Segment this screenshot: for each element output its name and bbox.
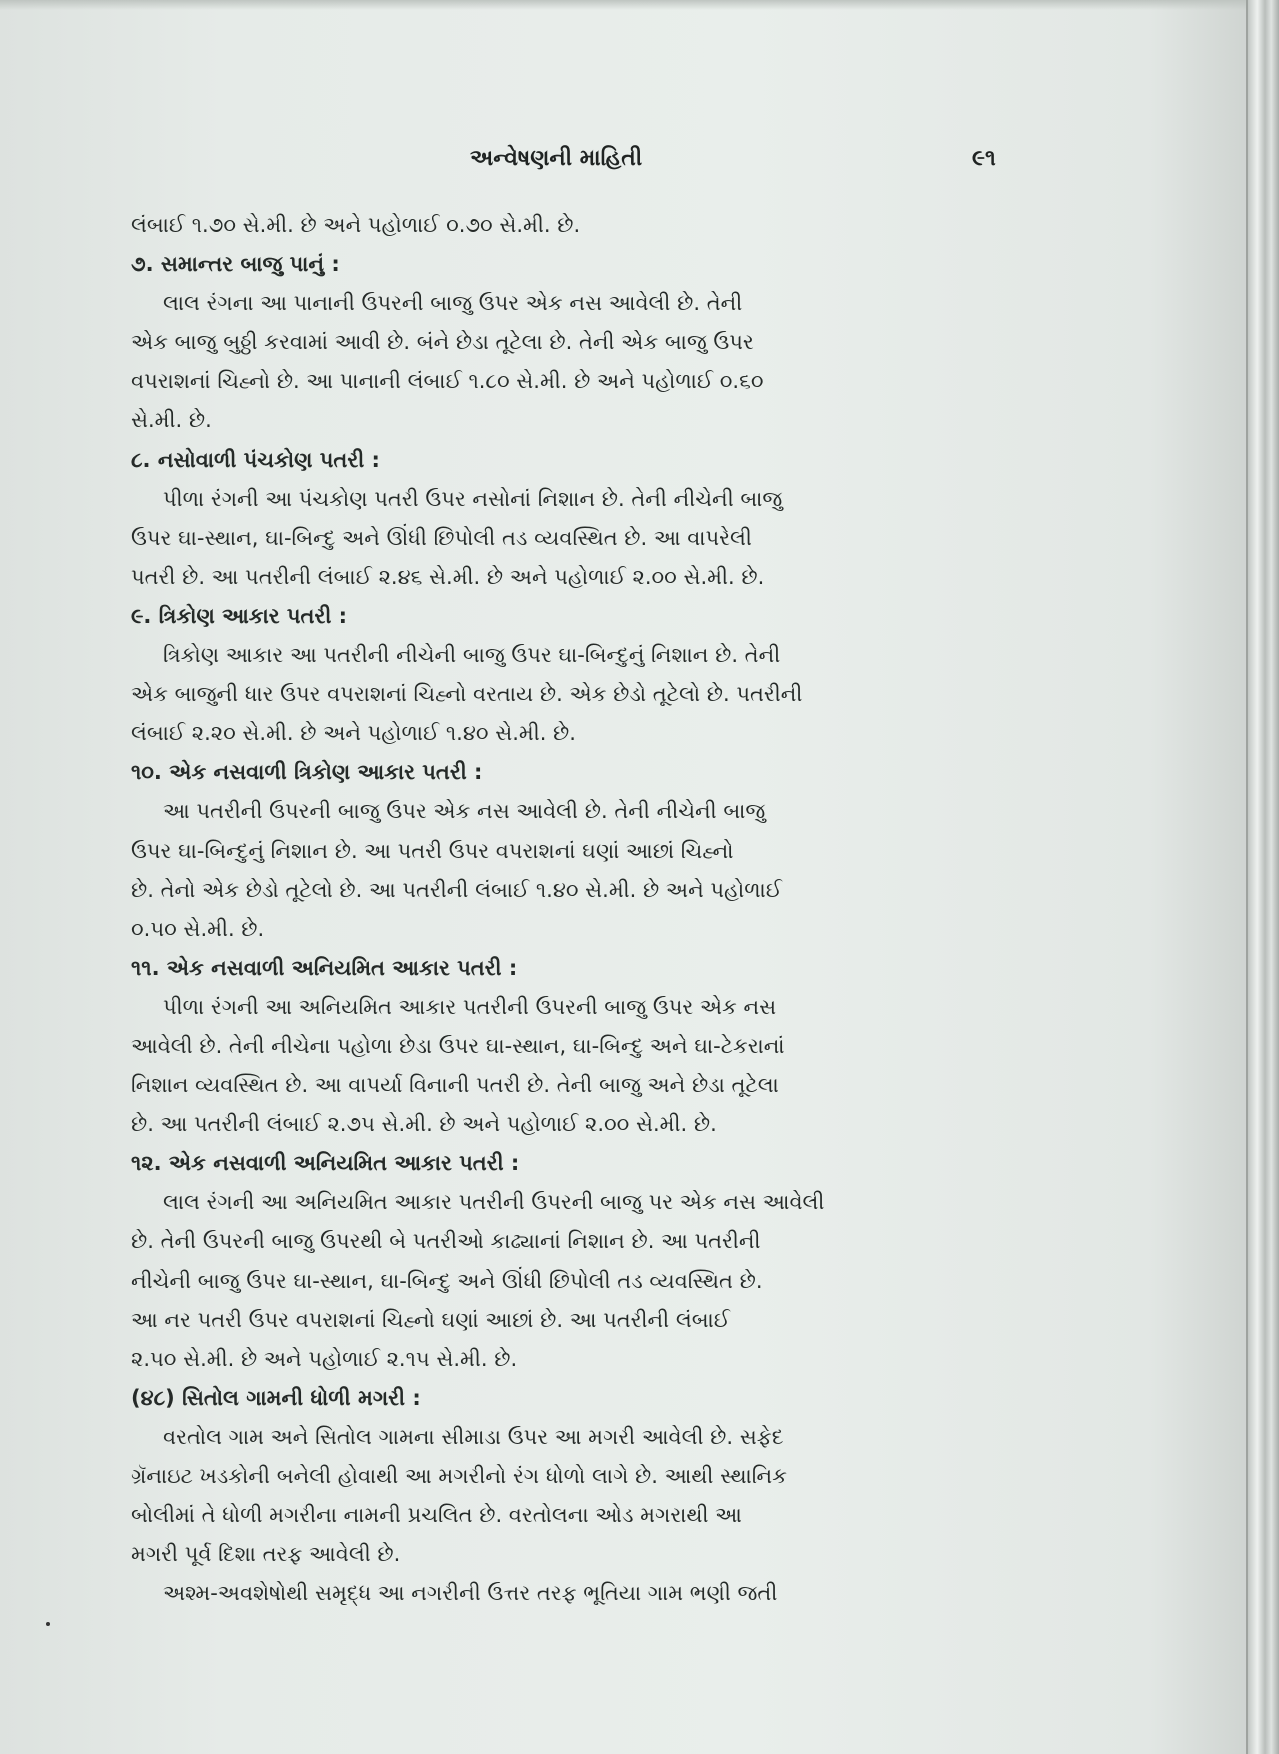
section-heading: ૧૨. એક નસવાળી અનિયમિત આકાર પતરી : [131, 1151, 520, 1176]
ink-speck [46, 1622, 50, 1626]
running-head: અન્વેષણની માહિતી [470, 146, 643, 171]
paragraph-first-line: વરતોલ ગામ અને સિતોલ ગામના સીમાડા ઉપર આ મગરી આવેલી છે. સફેદ [163, 1424, 784, 1449]
text-line: છે. તેનો એક છેડો તૂટેલો છે. આ પતરીની લંબાઈ ૧.૪૦ સે.મી. છે અને પહોળાઈ [131, 877, 782, 902]
text-line: છે. આ પતરીની લંબાઈ ૨.૭૫ સે.મી. છે અને પહોળાઈ ૨.૦૦ સે.મી. છે. [131, 1112, 717, 1137]
text-line: છે. તેની ઉપરની બાજુ ઉપરથી બે પતરીઓ કાઢ્યાનાં નિશાન છે. આ પતરીની [131, 1229, 761, 1254]
paragraph-first-line: પીળા રંગની આ પંચકોણ પતરી ઉપર નસોનાં નિશાન છે. તેની નીચેની બાજુ [163, 486, 783, 511]
page-number: ૯૧ [972, 146, 996, 171]
text-line: પતરી છે. આ પતરીની લંબાઈ ૨.૪૬ સે.મી. છે અને પહોળાઈ ૨.૦૦ સે.મી. છે. [131, 564, 765, 589]
text-line: ઉપર ઘા-સ્થાન, ઘા-બિન્દુ અને ઊંધી છિપોલી તડ વ્યવસ્થિત છે. આ વાપરેલી [131, 525, 752, 550]
text-line: નિશાન વ્યવસ્થિત છે. આ વાપર્યા વિનાની પતરી છે. તેની બાજુ અને છેડા તૂટેલા [131, 1073, 779, 1098]
text-line: નીચેની બાજુ ઉપર ઘા-સ્થાન, ઘા-બિન્દુ અને ઊંધી છિપોલી તડ વ્યવસ્થિત છે. [131, 1268, 763, 1293]
section-heading: ૯. ત્રિકોણ આકાર પતરી : [131, 603, 348, 628]
page-top-edge [0, 0, 1248, 10]
paragraph-first-line: લાલ રંગની આ અનિયમિત આકાર પતરીની ઉપરની બાજુ પર એક નસ આવેલી [163, 1190, 825, 1215]
text-line: ૨.૫૦ સે.મી. છે અને પહોળાઈ ૨.૧૫ સે.મી. છે. [131, 1346, 518, 1371]
text-line: મગરી પૂર્વ દિશા તરફ આવેલી છે. [131, 1542, 401, 1567]
section-heading: (૪૮) સિતોલ ગામની ધોળી મગરી : [131, 1385, 421, 1410]
text-line: લંબાઈ ૨.૨૦ સે.મી. છે અને પહોળાઈ ૧.૪૦ સે.મી. છે. [131, 721, 576, 746]
paragraph-first-line: આ પતરીની ઉપરની બાજુ ઉપર એક નસ આવેલી છે. તેની નીચેની બાજુ [163, 799, 766, 824]
text-line: વપરાશનાં ચિહ્નો છે. આ પાનાની લંબાઈ ૧.૮૦ સે.મી. છે અને પહોળાઈ ૦.૬૦ [131, 369, 764, 394]
text-line: ગ્રૅનાઇટ ખડકોની બનેલી હોવાથી આ મગરીનો રંગ ધોળો લાગે છે. આથી સ્થાનિક [131, 1464, 787, 1488]
book-spine-edge [1246, 0, 1279, 1754]
section-heading: ૭. સમાન્તર બાજુ પાનું : [131, 252, 340, 277]
paragraph-first-line: અશ્મ-અવશેષોથી સમૃદ્ધ આ નગરીની ઉત્તર તરફ ભૂતિયા ગામ ભણી જતી [163, 1581, 778, 1606]
section-heading: ૮. નસોવાળી પંચકોણ પતરી : [131, 447, 380, 472]
text-line: એક બાજુની ધાર ઉપર વપરાશનાં ચિહ્નો વરતાય છે. એક છેડો તૂટેલો છે. પતરીની [131, 682, 803, 707]
page-body [131, 206, 1011, 1613]
paragraph-first-line: લાલ રંગના આ પાનાની ઉપરની બાજુ ઉપર એક નસ આવેલી છે. તેની [163, 291, 743, 316]
text-line: લંબાઈ ૧.૭૦ સે.મી. છે અને પહોળાઈ ૦.૭૦ સે.મી. છે. [131, 213, 581, 237]
text-line: ઉપર ઘા-બિન્દુનું નિશાન છે. આ પતરી ઉપર વપરાશનાં ઘણાં આછાં ચિહ્નો [131, 838, 734, 863]
section-heading: ૧૧. એક નસવાળી અનિયમિત આકાર પતરી : [131, 955, 518, 980]
paragraph-first-line: પીળા રંગની આ અનિયમિત આકાર પતરીની ઉપરની બાજુ ઉપર એક નસ [163, 994, 777, 1019]
text-line: એક બાજુ બુઠ્ઠી કરવામાં આવી છે. બંને છેડા તૂટેલા છે. તેની એક બાજુ ઉપર [131, 330, 754, 355]
paragraph-first-line: ત્રિકોણ આકાર આ પતરીની નીચેની બાજુ ઉપર ઘા-બિન્દુનું નિશાન છે. તેની [163, 643, 781, 668]
section-heading: ૧૦. એક નસવાળી ત્રિકોણ આકાર પતરી : [131, 760, 483, 785]
text-line: સે.મી. છે. [131, 408, 212, 433]
text-line: ૦.૫૦ સે.મી. છે. [131, 916, 265, 941]
text-line: બોલીમાં તે ધોળી મગરીના નામની પ્રચલિત છે. વરતોલના ઓડ મગરાથી આ [131, 1503, 742, 1528]
text-line: આવેલી છે. તેની નીચેના પહોળા છેડા ઉપર ઘા-સ્થાન, ઘા-બિન્દુ અને ઘા-ટેકરાનાં [131, 1033, 785, 1058]
text-line: આ નર પતરી ઉપર વપરાશનાં ચિહ્નો ઘણાં આછાં છે. આ પતરીની લંબાઈ [131, 1307, 730, 1332]
